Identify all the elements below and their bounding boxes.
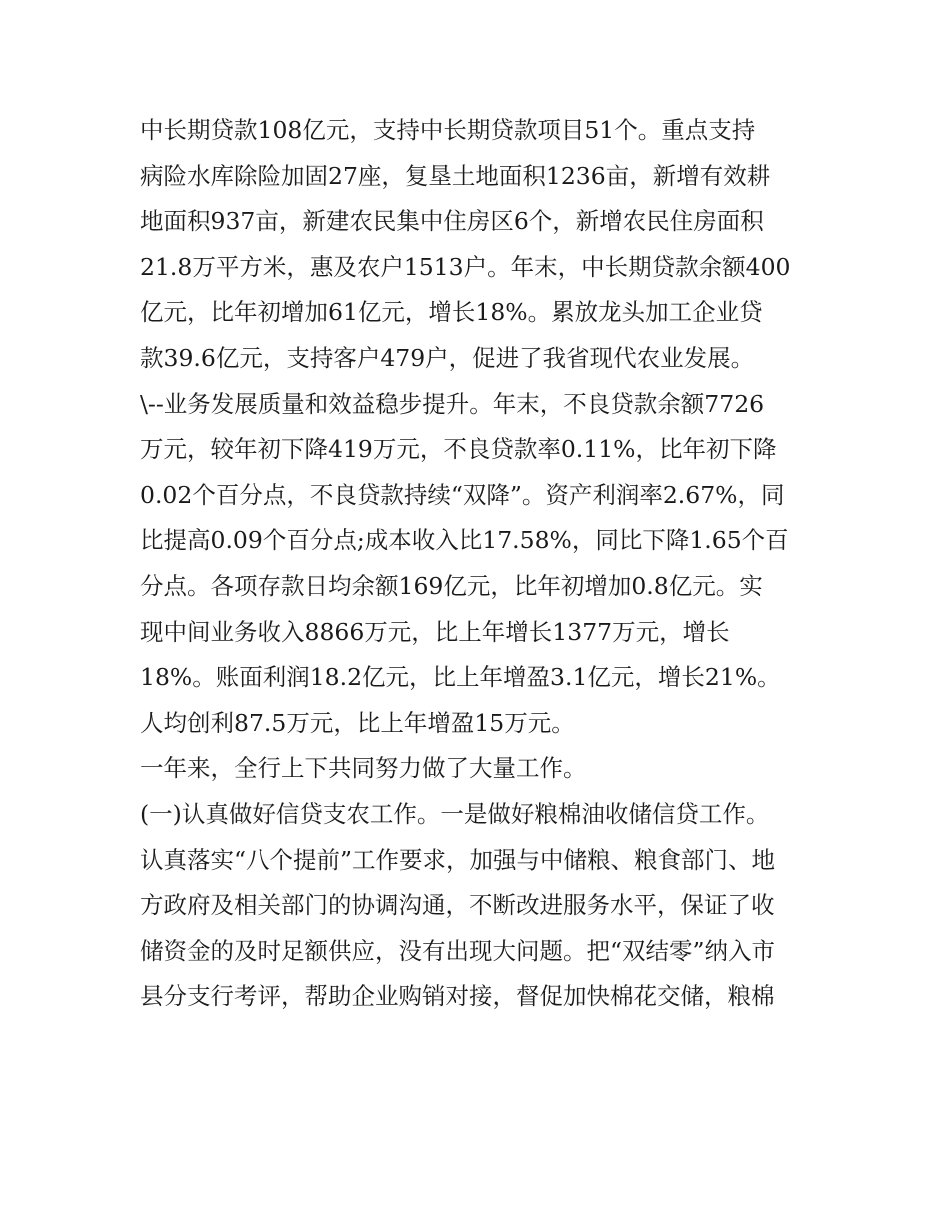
text-line: 18%。账面利润18.2亿元，比上年增盈3.1亿元，增长21%。: [140, 663, 781, 692]
text-line: 现中间业务收入8866万元，比上年增长1377万元，增长: [140, 617, 730, 646]
text-line: 万元，较年初下降419万元，不良贷款率0.11%，比年初下降: [140, 435, 777, 464]
text-line: 储资金的及时足额供应，没有出现大问题。把“双结零”纳入市: [140, 936, 776, 965]
text-line: 一年来，全行上下共同努力做了大量工作。: [140, 754, 587, 783]
text-line: 款39.6亿元，支持客户479户，促进了我省现代农业发展。: [140, 343, 755, 372]
text-line: 中长期贷款108亿元，支持中长期贷款项目51个。重点支持: [140, 116, 756, 144]
text-line: 分点。各项存款日均余额169亿元，比年初增加0.8亿元。实: [140, 571, 763, 600]
text-line: 人均创利87.5万元，比上年增盈15万元。: [140, 708, 575, 737]
text-line: \--业务发展质量和效益稳步提升。年末，不良贷款余额7726: [140, 389, 765, 418]
body-text: [140, 108, 840, 1020]
text-line: 县分支行考评，帮助企业购销对接，督促加快棉花交储，粮棉: [140, 982, 775, 1011]
text-line: 地面积937亩，新建农民集中住房区6个，新增农民住房面积: [140, 207, 764, 236]
text-line: 21.8万平方米，惠及农户1513户。年末，中长期贷款余额400: [140, 252, 791, 281]
text-line: (一)认真做好信贷支农工作。一是做好粮棉油收储信贷工作。: [140, 799, 770, 828]
text-line: 认真落实“八个提前”工作要求，加强与中储粮、粮食部门、地: [140, 845, 776, 874]
text-line: 病险水库除险加固27座，复垦土地面积1236亩，新增有效耕: [140, 161, 771, 190]
text-line: 比提高0.09个百分点;成本收入比17.58%，同比下降1.65个百: [140, 526, 789, 555]
text-line: 0.02个百分点，不良贷款持续“双降”。资产利润率2.67%，同: [140, 480, 785, 509]
text-line: 亿元，比年初增加61亿元，增长18%。累放龙头加工企业贷: [140, 298, 763, 327]
text-line: 方政府及相关部门的协调沟通，不断改进服务水平，保证了收: [140, 891, 775, 920]
